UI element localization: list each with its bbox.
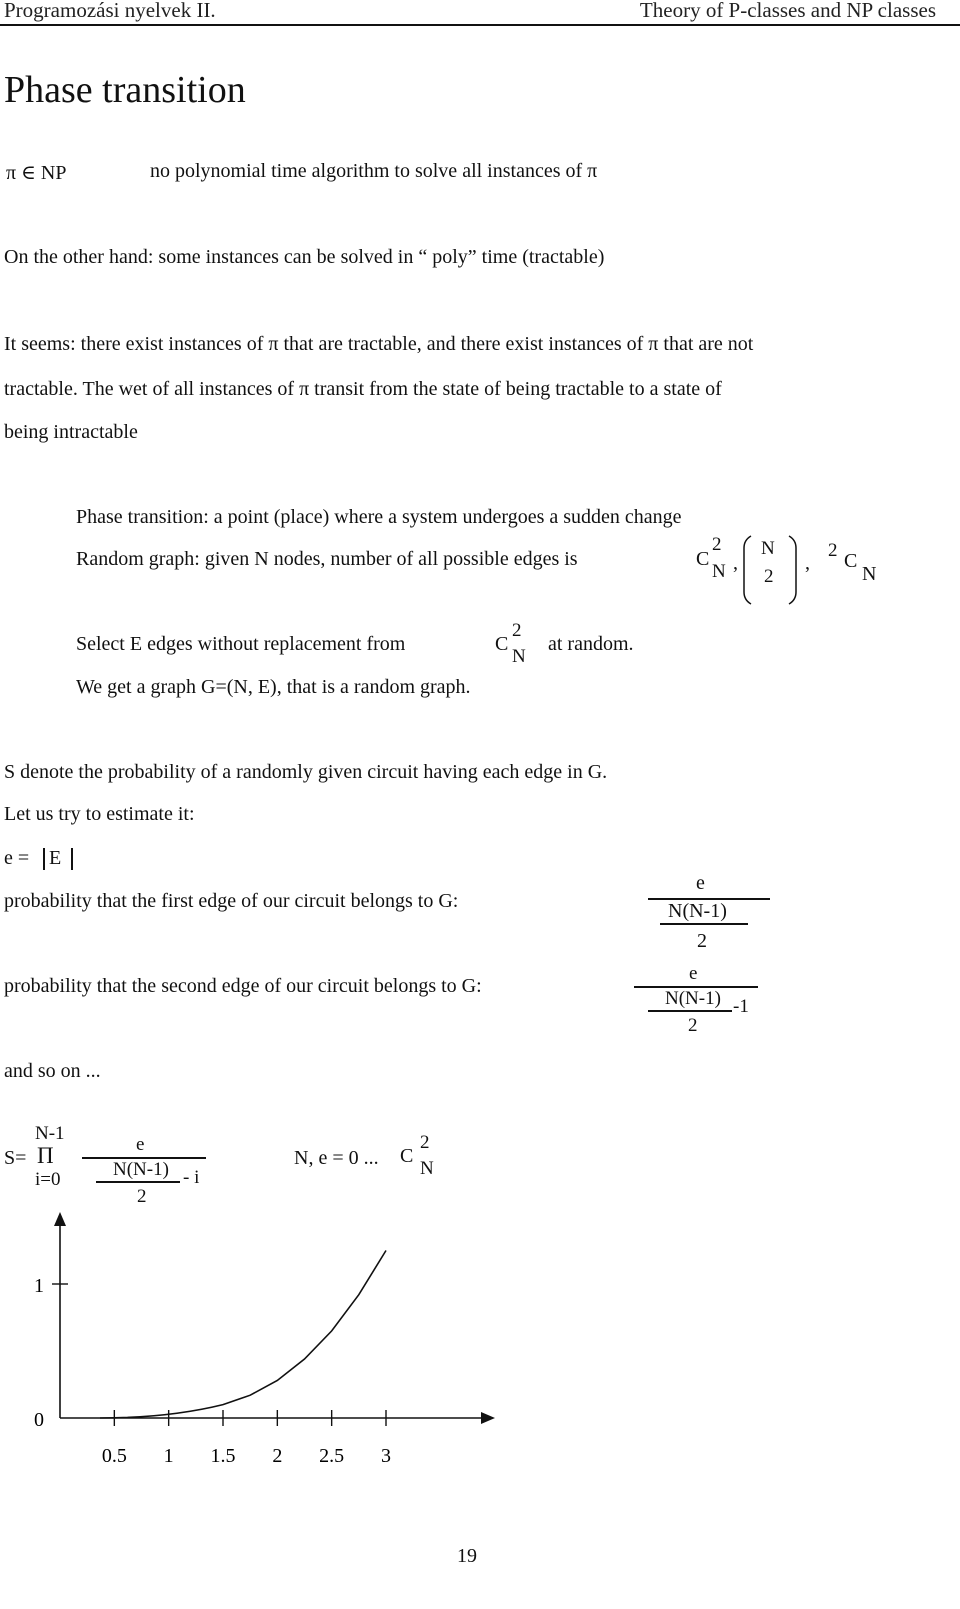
np-symbol: π ∈ NP xyxy=(6,162,67,184)
select-sub: N xyxy=(512,646,526,667)
y-axis-arrow-icon xyxy=(54,1212,66,1226)
rg-alt-sub: N xyxy=(862,563,877,585)
binom-bottom: 2 xyxy=(764,566,774,587)
rg-comma-1: , xyxy=(733,552,738,574)
product-den2: 2 xyxy=(137,1186,147,1207)
product-den: N(N-1) xyxy=(113,1159,169,1180)
random-graph-text: Random graph: given N nodes, number of all possible edges is xyxy=(76,548,578,570)
header-right: Theory of P-classes and NP classes xyxy=(639,0,936,22)
seems-line-3: being intractable xyxy=(4,421,138,443)
select-text: Select E edges without replacement from xyxy=(76,633,406,655)
rg-alt-c: C xyxy=(844,550,858,572)
page-number: 19 xyxy=(457,1545,477,1567)
product-upper: N-1 xyxy=(35,1123,65,1144)
y-tick-label-0: 0 xyxy=(34,1409,44,1431)
e-def-value: E xyxy=(49,847,62,869)
prob2-num: e xyxy=(689,963,698,984)
rg-alt-sup: 2 xyxy=(828,540,838,561)
select-after: at random. xyxy=(548,633,634,655)
x-tick-label-3: 2 xyxy=(272,1445,283,1467)
select-c: C xyxy=(495,633,509,655)
x-tick-label-4: 2.5 xyxy=(319,1445,345,1467)
product-lower: i=0 xyxy=(35,1169,61,1190)
s-denote-text: S denote the probability of a randomly given circuit having each edge in G. xyxy=(4,761,608,783)
rg-comma-2: , xyxy=(805,552,810,574)
prob2-den2: 2 xyxy=(688,1015,698,1036)
np-text: no polynomial time algorithm to solve all instances of π xyxy=(150,160,598,182)
prob1-inner-bar xyxy=(660,923,748,925)
prob2-inner-bar xyxy=(648,1010,732,1012)
product-num: e xyxy=(136,1134,145,1155)
x-axis-arrow-icon xyxy=(481,1412,495,1424)
prob1-den: N(N-1) xyxy=(668,900,727,922)
e-def-lhs: e = xyxy=(4,847,30,869)
select-sup: 2 xyxy=(512,620,522,641)
rg-c: C xyxy=(696,548,710,570)
abs-bar-right xyxy=(71,848,73,870)
rg-sup: 2 xyxy=(712,534,722,555)
product-inner-bar xyxy=(96,1181,180,1183)
other-hand-text: On the other hand: some instances can be solved in “ poly” time (tractable) xyxy=(4,246,605,268)
x-tick-label-0: 0.5 xyxy=(101,1445,127,1467)
binom-top: N xyxy=(761,538,775,559)
prob1-den2: 2 xyxy=(697,930,707,952)
prob2-minus-one: -1 xyxy=(733,996,749,1017)
rg-sub: N xyxy=(712,561,726,582)
and-so-on-text: and so on ... xyxy=(4,1060,101,1082)
y-tick-label-1: 1 xyxy=(34,1275,44,1297)
header-left: Programozási nyelvek II. xyxy=(4,0,216,22)
prob1-num: e xyxy=(696,872,705,894)
product-condition: N, e = 0 ... xyxy=(294,1147,379,1169)
abs-bar-left xyxy=(43,848,45,870)
x-tick-label-1: 1 xyxy=(163,1445,174,1467)
estimate-text: Let us try to estimate it: xyxy=(4,803,195,825)
phase-definition: Phase transition: a point (place) where a system undergoes a sudden change xyxy=(76,506,682,528)
product-minus-i: - i xyxy=(183,1167,200,1188)
we-get-text: We get a graph G=(N, E), that is a random graph. xyxy=(76,676,471,698)
prob1-text: probability that the first edge of our circuit belongs to G: xyxy=(4,890,459,912)
product-sup: 2 xyxy=(420,1132,430,1153)
data-curve xyxy=(100,1251,386,1419)
page-title: Phase transition xyxy=(4,69,246,111)
product-pi-icon: Π xyxy=(37,1143,54,1168)
prob2-den: N(N-1) xyxy=(665,988,721,1009)
product-c: C xyxy=(400,1145,414,1167)
seems-line-1: It seems: there exist instances of π that are tractable, and there exist instances of π that are not xyxy=(4,333,754,355)
header-rule xyxy=(0,24,960,26)
product-sub: N xyxy=(420,1158,434,1179)
x-tick-label-5: 3 xyxy=(381,1445,391,1467)
phase-transition-chart xyxy=(0,1200,520,1490)
product-lhs: S= xyxy=(4,1147,27,1169)
seems-line-2: tractable. The wet of all instances of π transit from the state of being tractable to a state of xyxy=(4,378,722,400)
x-tick-label-2: 1.5 xyxy=(210,1445,236,1467)
prob2-text: probability that the second edge of our circuit belongs to G: xyxy=(4,975,482,997)
